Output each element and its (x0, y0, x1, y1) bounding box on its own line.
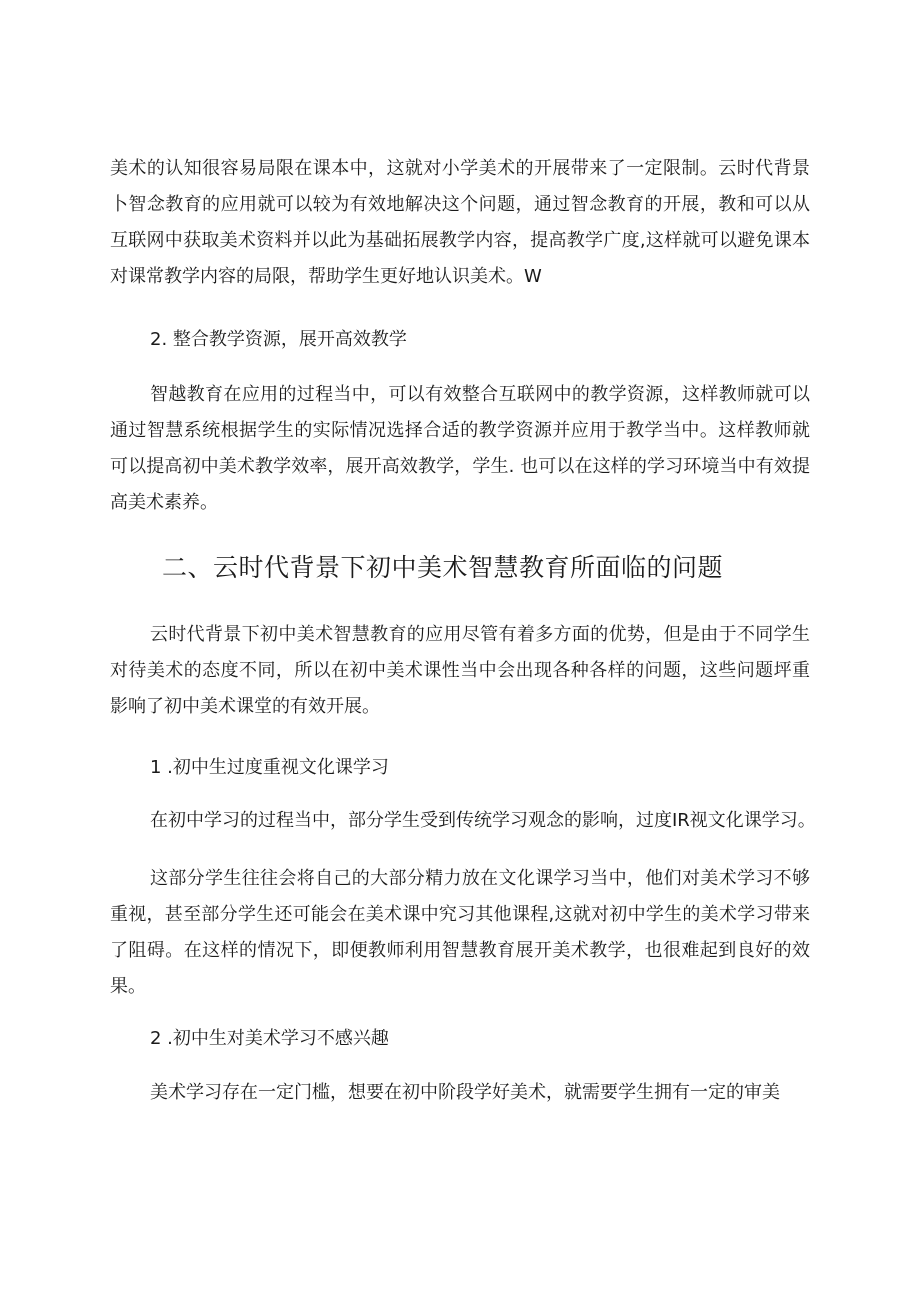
paragraph-no-interest: 美术学习存在一定门槛，想要在初中阶段学好美术，就需要学生拥有一定的审美 (150, 1082, 780, 1103)
subheading-integrate-resources: 2. 整合教学资源，展开高效教学 (150, 329, 407, 350)
paragraph-overemphasis-culture: 在初中学习的过程当中，部分学生受到传统学习观念的影响，过度IR视文化课学习。 (150, 810, 816, 831)
paragraph-problems-intro: 云时代背景下初中美术智慧教育的应用尽管有着多方面的优势，但是由于不同学生对待美术的态度不同，所以在初中美术课性当中会出现各种各样的问题，这些问题坪重影响了初中美术课堂的有效开展。 (110, 624, 810, 717)
paragraph-integrate-resources: 智越教育在应用的过程当中，可以有效整合互联网中的教学资源，这样教师就可以通过智慧系统根据学生的实际情况选择合适的教学资源并应用于教学当中。这样教师就可以提高初中美术教学效率，展开高效教学，学生. 也可以在这样的学习环境当中有效提高美术素养。 (110, 384, 810, 513)
paragraph-continuation: 美术的认知很容易局限在课本中，这就对小学美术的开展带来了一定限制。云时代背景卜智念教育的应用就可以较为有效地解决这个问题，通过智念教育的开展，教和可以从互联网中获取美术资料并以此为基础拓展教学内容，提高教学广度,这样就可以避免课本对课常教学内容的局限，帮助学生更好地认识美术。W (110, 158, 810, 287)
section-heading-problems: 二、云时代背景下初中美术智慧教育所面临的问题 (162, 553, 724, 582)
subheading-no-interest: 2 .初中生对美术学习不感兴趣 (150, 1028, 389, 1049)
paragraph-students-neglect-art: 这部分学生往往会将自己的大部分精力放在文化课学习当中，他们对美术学习不够重视，甚至部分学生还可能会在美术课中究习其他课程,这就对初中学生的美术学习带来了阻碍。在这样的情况下，即便教师利用智慧教育展开美术教学，也很难起到良好的效果。 (110, 868, 810, 997)
subheading-overemphasis-culture: 1 .初中生过度重视文化课学习 (150, 757, 389, 778)
